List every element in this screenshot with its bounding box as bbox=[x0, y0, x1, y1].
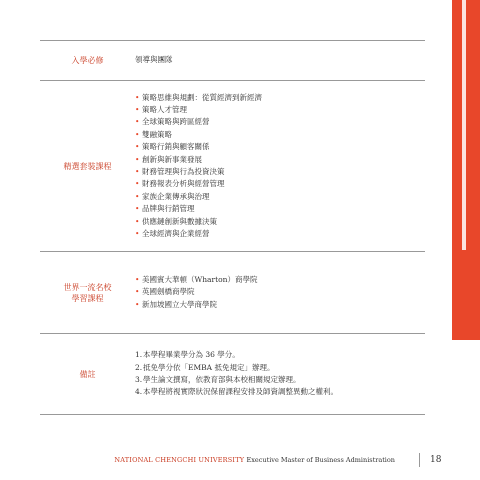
footer-title bbox=[114, 453, 395, 467]
page-footer bbox=[0, 453, 480, 467]
list-item: • 家族企業傳承與治理 bbox=[135, 191, 425, 203]
footer-divider bbox=[419, 453, 420, 467]
table-row-required bbox=[40, 40, 425, 81]
note-number: 1. bbox=[135, 350, 143, 360]
list-item: • 新加坡國立大學商學院 bbox=[135, 299, 425, 311]
list-item bbox=[135, 386, 425, 398]
note-number: 3. bbox=[135, 375, 143, 384]
notes-list bbox=[135, 349, 425, 399]
list-item: • 財務管理與行為投資決策 bbox=[135, 166, 425, 178]
row-label: 精選套裝課程 bbox=[63, 161, 112, 171]
footer-university: NATIONAL CHENGCHI UNIVERSITY bbox=[114, 456, 245, 464]
list-item: • 英國劍橋商學院 bbox=[135, 286, 425, 298]
row-value: 領導與團隊 bbox=[135, 55, 173, 65]
note-text: 本學程將視實際狀況保留課程安排及師資調整異動之權利。 bbox=[143, 387, 338, 397]
list-item bbox=[135, 349, 425, 361]
footer-program: Executive Master of Business Administration bbox=[246, 456, 395, 464]
row-label: 入學必修 bbox=[71, 56, 104, 65]
row-value bbox=[135, 349, 425, 399]
list-item: • 策略人才管理 bbox=[135, 104, 425, 116]
accent-stripe bbox=[462, 0, 466, 250]
list-item: • 創新與新事業發展 bbox=[135, 154, 425, 166]
table-row-world-schools bbox=[40, 252, 425, 334]
list-item: • 全球經濟與企業經營 bbox=[135, 228, 425, 240]
note-text: 抵免學分依「EMBA 抵免規定」辦理。 bbox=[143, 362, 275, 372]
table-row-packaged-courses bbox=[40, 81, 425, 252]
list-item bbox=[135, 374, 425, 386]
note-text: 本學程畢業學分為 36 學分。 bbox=[143, 350, 240, 360]
row-label bbox=[40, 282, 135, 304]
row-label: 備註 bbox=[79, 369, 96, 379]
note-number: 4. bbox=[135, 387, 143, 397]
accent-bar bbox=[452, 0, 480, 340]
row-value bbox=[135, 274, 425, 311]
row-value bbox=[135, 92, 425, 241]
school-list bbox=[135, 274, 425, 311]
table-row-notes bbox=[40, 334, 425, 415]
course-list bbox=[135, 92, 425, 241]
list-item: • 全球策略與跨區經營 bbox=[135, 116, 425, 128]
list-item: • 策略思維與規劃：從質經濟到新經濟 bbox=[135, 92, 425, 104]
list-item: • 美國賓大華頓（Wharton）商學院 bbox=[135, 274, 425, 286]
list-item: • 供應鏈創新與數據決策 bbox=[135, 216, 425, 228]
page-number: 18 bbox=[430, 455, 442, 465]
list-item bbox=[135, 362, 425, 374]
list-item: • 雙融策略 bbox=[135, 129, 425, 141]
curriculum-table bbox=[40, 40, 425, 415]
note-number: 2. bbox=[135, 362, 143, 372]
row-label-line: 世界一流名校 bbox=[63, 282, 112, 292]
list-item: • 財務報表分析與經營管理 bbox=[135, 178, 425, 190]
list-item: • 品牌與行銷管理 bbox=[135, 203, 425, 215]
note-text: 學生論文撰寫，依教育部與本校相關規定辦理。 bbox=[143, 375, 301, 384]
list-item: • 策略行銷與顧客關係 bbox=[135, 141, 425, 153]
row-label-line: 學習課程 bbox=[71, 293, 104, 303]
